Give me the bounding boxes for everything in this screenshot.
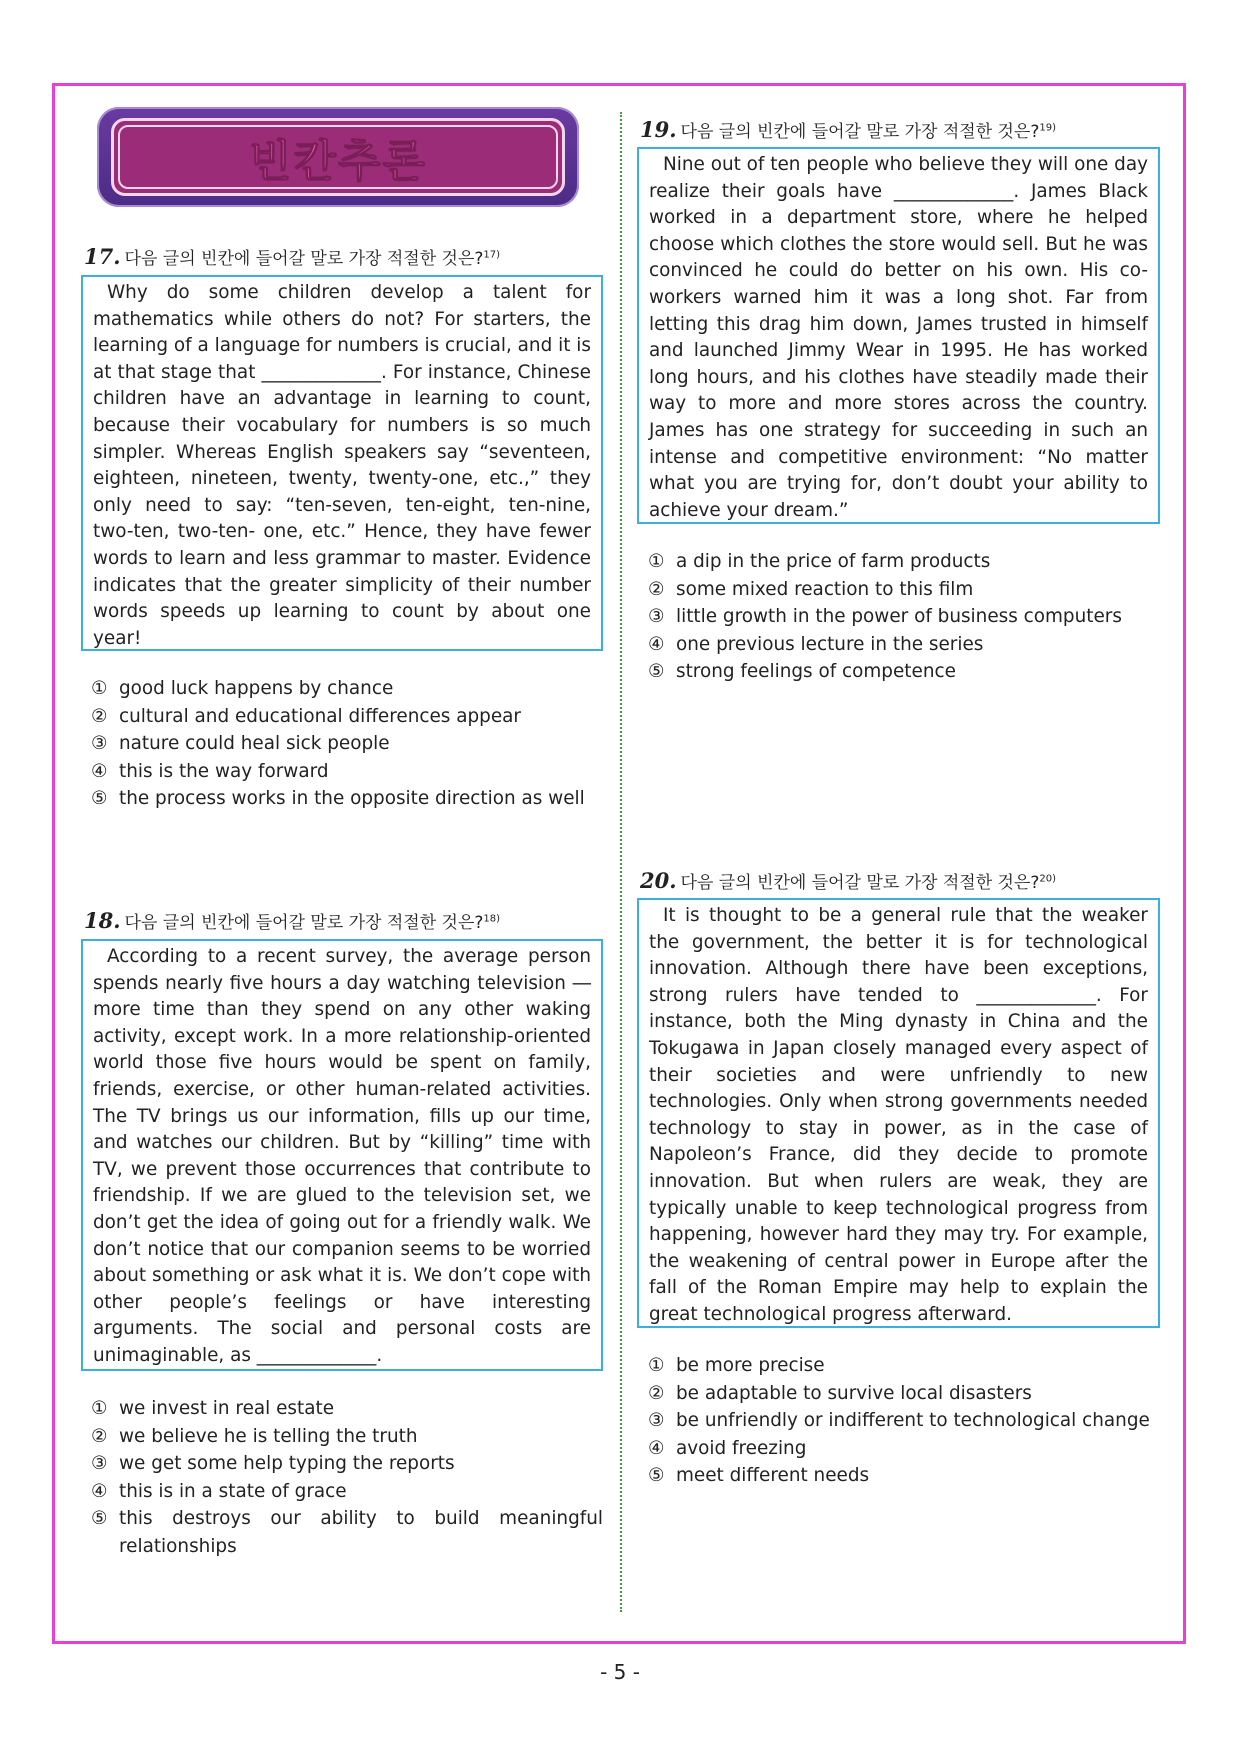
footnote-ref: 18)	[483, 913, 501, 925]
option[interactable]: ④ one previous lecture in the series	[648, 633, 984, 655]
question-prompt: 다음 글의 빈칸에 들어갈 말로 가장 적절한 것은?	[124, 249, 484, 269]
question-18-options	[91, 1395, 603, 1560]
passage-text: Nine out of ten people who believe they will one day realize their goals have _____________. James Black worked in a department store, where he helped choose which clothes the store would sell. But he was convinced he could do better on his own. His co-workers warned him it was a long shot. Far from letting this drag him down, James trusted in himself and launched Jimmy Wear in 1995. He has worked long hours, and his clothes have steadily made their way to more and more stores across the country. James has one strategy for succeeding in such an intense and competitive environment: “No matter what you are trying for, don’t doubt your ability to achieve your dream.”	[649, 154, 1148, 521]
section-banner-border	[118, 125, 558, 189]
option[interactable]: ④ this is the way forward	[91, 760, 329, 782]
question-17-title	[84, 244, 500, 269]
question-17-options	[91, 675, 603, 813]
option[interactable]: ③ little growth in the power of business computers	[648, 606, 1122, 627]
option[interactable]: ② cultural and educational differences appear	[91, 705, 521, 727]
option[interactable]: ② be adaptable to survive local disasters	[648, 1382, 1032, 1404]
question-20-options	[648, 1352, 1160, 1490]
question-20-title	[640, 868, 1056, 893]
question-19-options	[648, 548, 1160, 686]
question-number: 19.	[640, 117, 677, 142]
option[interactable]: ① be more precise	[648, 1355, 825, 1376]
section-title: 빈칸추론	[248, 136, 427, 187]
option[interactable]: ① we invest in real estate	[91, 1398, 335, 1419]
passage-text: It is thought to be a general rule that the weaker the government, the better it is for technological innovation. Although there have been exceptions, strong rulers have tended to _____________. For instance, both the Ming dynasty in China and the Tokugawa in Japan closely managed every aspect of their societies and were unfriendly to new technologies. Only when strong governments needed technology to stay in power, as in the case of Napoleon’s France, did they decide to promote innovation. But when rulers are weak, they are typically unable to keep technological progress from happening, however hard they may try. For example, the weakening of central power in Europe after the fall of the Roman Empire may help to explain the great technological progress afterward.	[649, 905, 1148, 1325]
question-number: 18.	[84, 908, 121, 933]
question-number: 17.	[84, 244, 121, 269]
passage-text: According to a recent survey, the average person spends nearly five hours a day watching television ― more time than they spend on any other waking activity, except work. In a more relationship-oriented world those five hours would be spent on family, friends, exercise, or other human-related activities. The TV brings us our information, fills up our time, and watches our children. But by “killing” time with TV, we prevent those occurrences that contribute to friendship. If we are glued to the television set, we don’t get the idea of going out for a friendly walk. We don’t notice that our companion seems to be worried about something or ask what it is. We don’t cope with other people’s feelings or have interesting arguments. The social and personal costs are unimaginable, as _____________.	[93, 946, 591, 1366]
section-banner	[97, 107, 579, 207]
option[interactable]: ② we believe he is telling the truth	[91, 1425, 418, 1447]
option[interactable]: ① good luck happens by chance	[91, 678, 394, 699]
option[interactable]: ① a dip in the price of farm products	[648, 551, 991, 572]
question-17-passage	[81, 275, 603, 651]
page-number: - 5 -	[600, 1660, 640, 1684]
question-19-title	[640, 117, 1056, 142]
option[interactable]: ④ avoid freezing	[648, 1437, 807, 1459]
footnote-ref: 19)	[1039, 122, 1057, 134]
option[interactable]: ⑤ meet different needs	[648, 1465, 870, 1486]
passage-text: Why do some children develop a talent for mathematics while others do not? For starters, the learning of a language for numbers is crucial, and it is at that stage that _____________. For instance, Chinese children have an advantage in learning to count, because their vocabulary for numbers is so much simpler. Whereas English speakers say “seventeen, eighteen, nineteen, twenty, twenty-one, etc.,” they only need to say: “ten-seven, ten-eight, ten-nine, two-ten, two-ten- one, etc.” Hence, they have fewer words to learn and less grammar to master. Evidence indicates that the greater simplicity of their number words speeds up learning to count by about one year!	[93, 282, 591, 649]
option[interactable]: ④ this is in a state of grace	[91, 1480, 347, 1502]
option[interactable]: ⑤ strong feelings of competence	[648, 661, 956, 682]
question-20-passage	[637, 898, 1160, 1328]
question-prompt: 다음 글의 빈칸에 들어갈 말로 가장 적절한 것은?	[680, 122, 1040, 142]
option[interactable]: ② some mixed reaction to this film	[648, 578, 974, 600]
footnote-ref: 20)	[1039, 873, 1057, 885]
column-divider	[620, 112, 622, 1612]
section-banner-inner	[111, 118, 565, 196]
question-18-title	[84, 908, 500, 933]
question-prompt: 다음 글의 빈칸에 들어갈 말로 가장 적절한 것은?	[124, 913, 484, 933]
option[interactable]: ⑤ this destroys our ability to build meaningful relationships	[91, 1508, 603, 1557]
question-prompt: 다음 글의 빈칸에 들어갈 말로 가장 적절한 것은?	[680, 873, 1040, 893]
question-19-passage	[637, 147, 1160, 524]
question-number: 20.	[640, 868, 677, 893]
question-18-passage	[81, 939, 603, 1371]
option[interactable]: ③ we get some help typing the reports	[91, 1453, 455, 1474]
option[interactable]: ③ nature could heal sick people	[91, 733, 390, 754]
option[interactable]: ⑤ the process works in the opposite direction as well	[91, 788, 585, 809]
footnote-ref: 17)	[483, 249, 501, 261]
option[interactable]: ③ be unfriendly or indifferent to technological change	[648, 1410, 1150, 1431]
